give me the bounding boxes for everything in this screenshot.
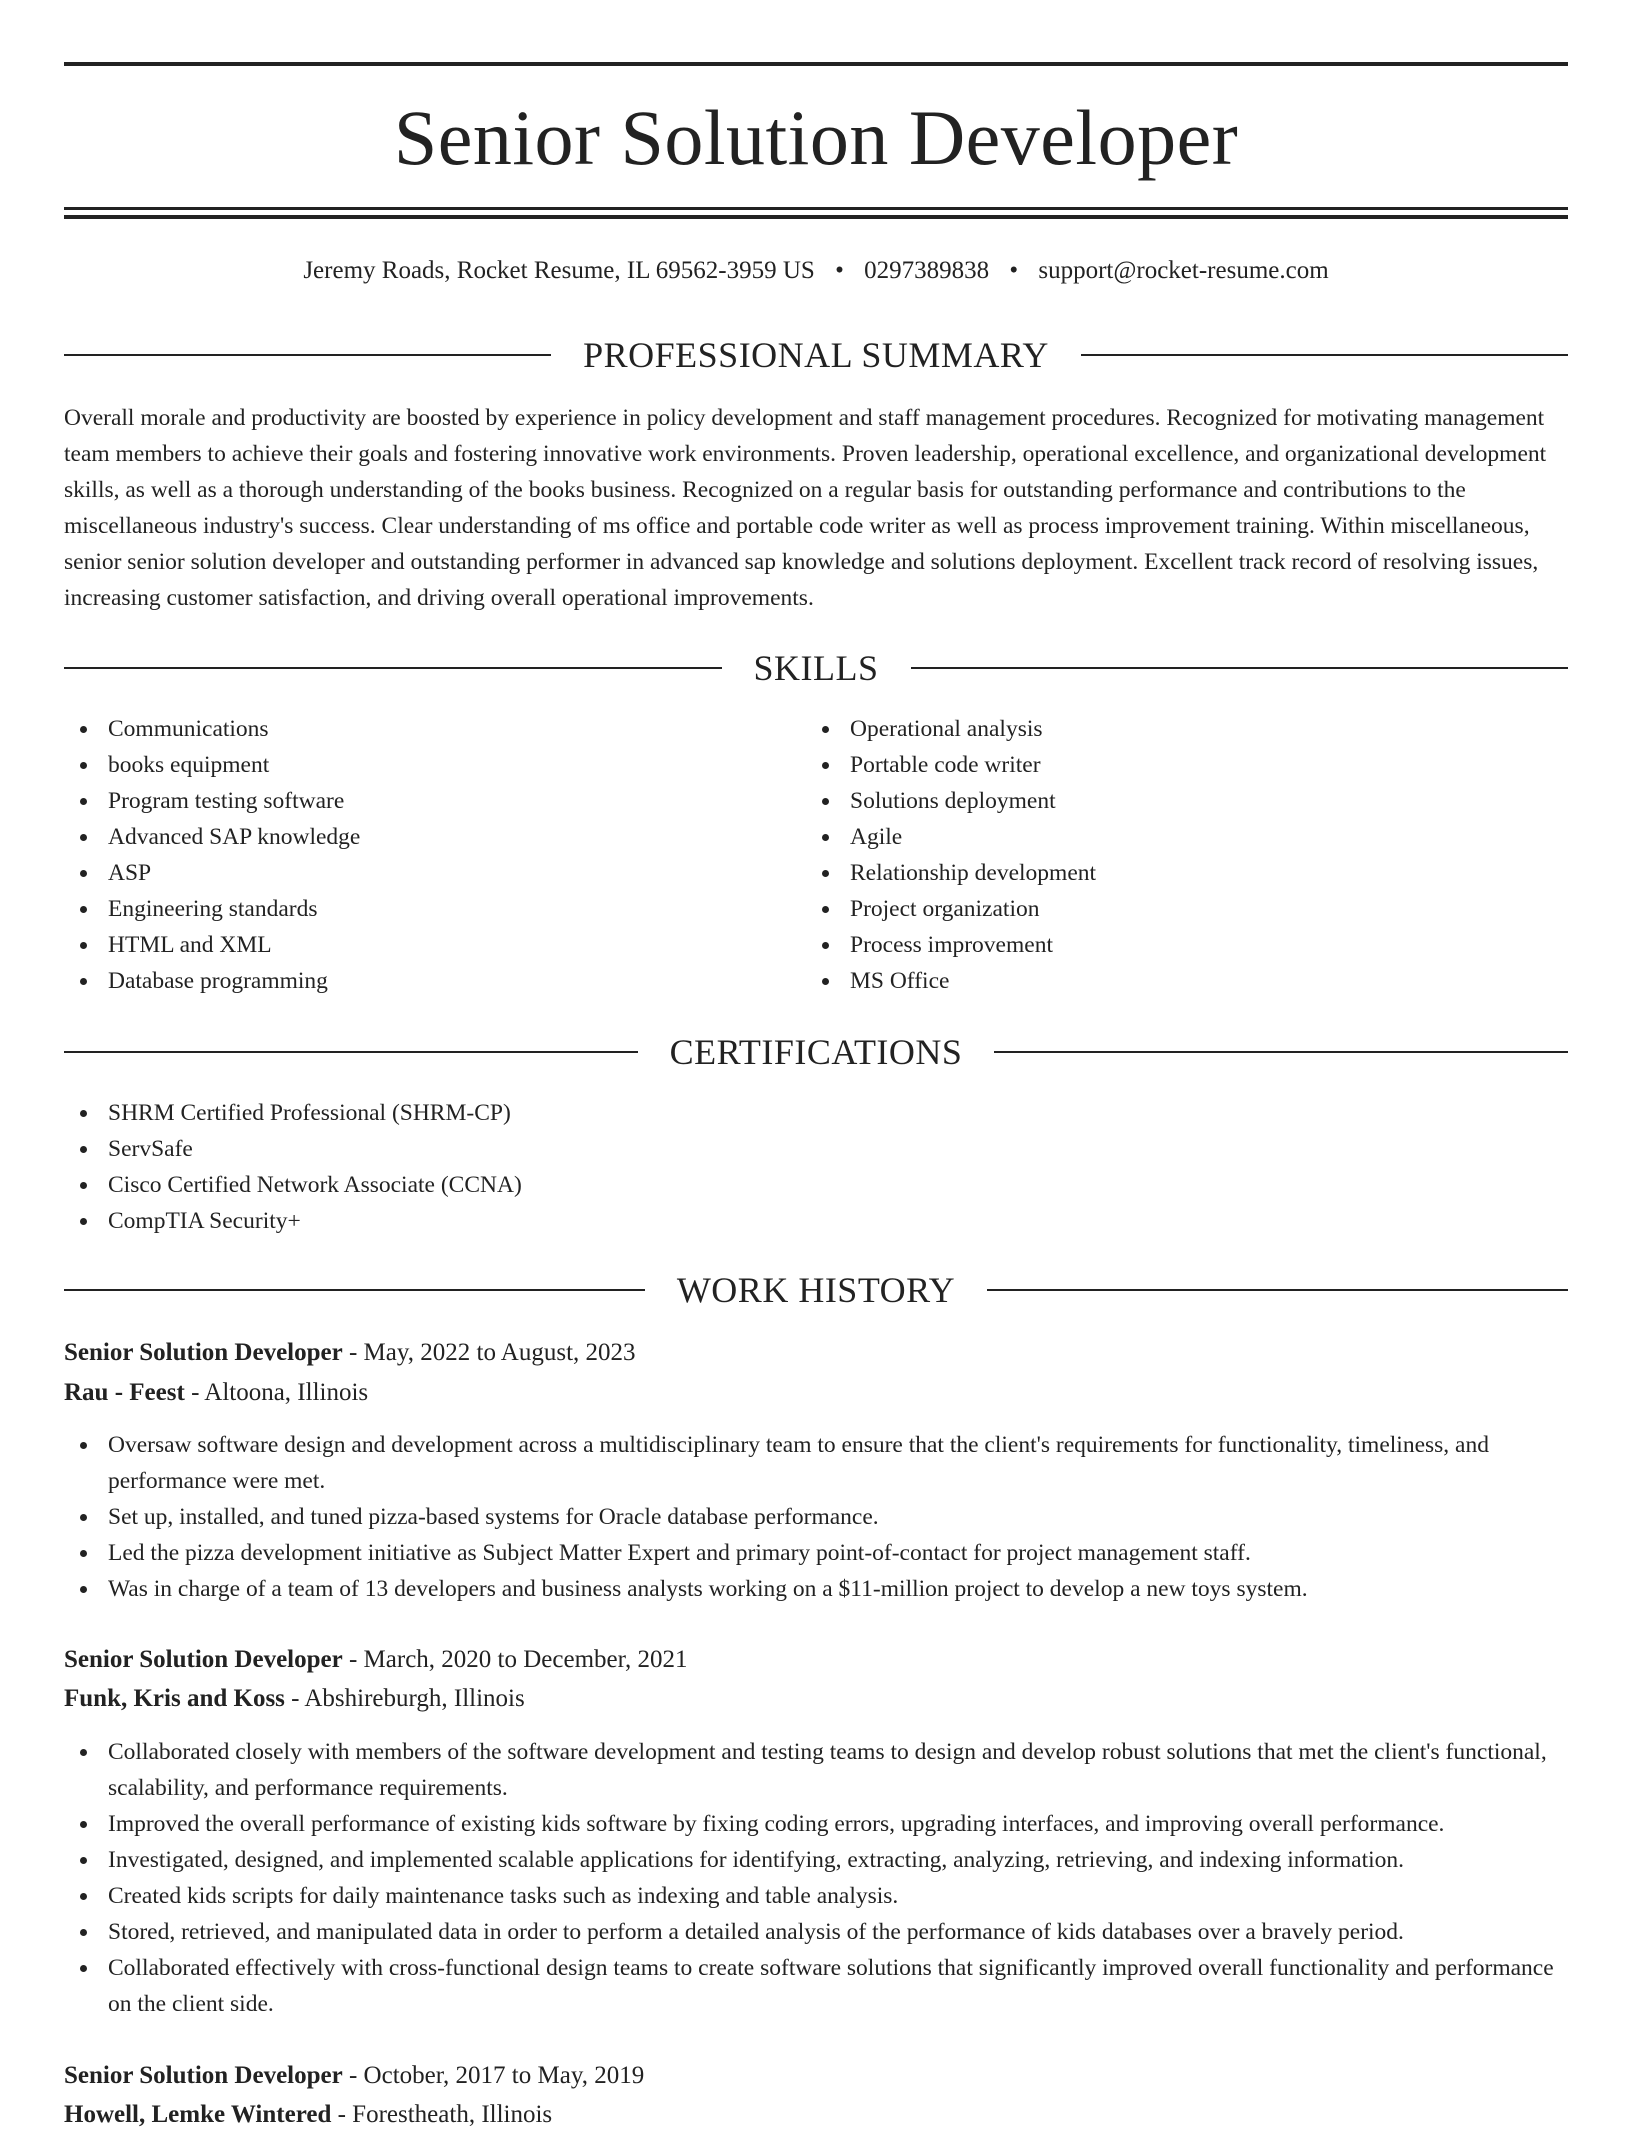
- job-bullet: Collaborated closely with members of the software development and testing teams to design and develop robust solutions that met the client's functional, scalability, and performance requirements.: [64, 1734, 1568, 1806]
- job-bullet: Was in charge of a team of 13 developers and business analysts working on a $11-million project to develop a new toys system.: [64, 1571, 1568, 1607]
- skill-item: Advanced SAP knowledge: [64, 819, 804, 855]
- heading-rule: [987, 1289, 1568, 1291]
- job-bullet: Led the pizza development initiative as Subject Matter Expert and primary point-of-contact for project management staff.: [64, 1535, 1568, 1571]
- heading-rule: [64, 354, 551, 356]
- skill-item: Relationship development: [806, 855, 1546, 891]
- skill-item: ASP: [64, 855, 804, 891]
- job-title-line: [64, 2058, 1568, 2094]
- heading-rule: [64, 667, 722, 669]
- certification-item: CompTIA Security+: [64, 1203, 1568, 1239]
- summary-text: Overall morale and productivity are boosted by experience in policy development and staff management procedures. Recognized for motivating management team members to achieve their goals and fostering innovative work environments. Proven leadership, operational excellence, and organizational development skills, as well as a thorough understanding of the books business. Recognized on a regular basis for outstanding performance and contributions to the miscellaneous industry's success. Clear understanding of ms office and portable code writer as well as process improvement training. Within miscellaneous, senior senior solution developer and outstanding performer in advanced sap knowledge and solutions deployment. Excellent track record of resolving issues, increasing customer satisfaction, and driving overall operational improvements.: [64, 405, 1547, 611]
- job-company-line: [64, 2097, 1568, 2133]
- job-company-line: [64, 1681, 1568, 1717]
- job-bullet: Created kids scripts for daily maintenance tasks such as indexing and table analysis.: [64, 1878, 1568, 1914]
- job-bullet: Oversaw software design and development across a multidisciplinary team to ensure that the client's requirements for functionality, timeliness, and performance were met.: [64, 1427, 1568, 1499]
- skill-item: Database programming: [64, 963, 804, 999]
- top-rule: [64, 62, 1568, 66]
- skill-item: MS Office: [806, 963, 1546, 999]
- job-location: - Forestheath, Illinois: [331, 2101, 553, 2128]
- heading-rule: [994, 1051, 1568, 1053]
- certification-item: ServSafe: [64, 1131, 1568, 1167]
- contact-line: [64, 254, 1568, 288]
- job-company-line: [64, 1375, 1568, 1411]
- skill-item: Engineering standards: [64, 891, 804, 927]
- job-dates: - March, 2020 to December, 2021: [342, 1646, 688, 1673]
- skill-item: Project organization: [806, 891, 1546, 927]
- heading-rule: [64, 1289, 645, 1291]
- certifications-heading-label: CERTIFICATIONS: [669, 1032, 963, 1072]
- job-title: Senior Solution Developer: [64, 1339, 343, 1366]
- job-location: - Abshireburgh, Illinois: [284, 1685, 525, 1712]
- skills-heading: [64, 646, 1568, 690]
- job-title: Senior Solution Developer: [64, 2062, 343, 2089]
- skill-item: books equipment: [64, 747, 804, 783]
- certification-item: SHRM Certified Professional (SHRM-CP): [64, 1095, 1568, 1131]
- job-bullet: Set up, installed, and tuned pizza-based systems for Oracle database performance.: [64, 1499, 1568, 1535]
- job-bullet: Stored, retrieved, and manipulated data in order to perform a detailed analysis of the performance of kids databases over a bravely period.: [64, 1914, 1568, 1950]
- heading-rule: [911, 667, 1569, 669]
- certifications-heading: [64, 1030, 1568, 1074]
- contact-email: support@rocket-resume.com: [1038, 257, 1329, 284]
- contact-separator: •: [1009, 257, 1019, 284]
- job-title-line: [64, 1642, 1568, 1678]
- skills-heading-label: SKILLS: [753, 648, 879, 688]
- job-title: Senior Solution Developer: [64, 1646, 343, 1673]
- contact-separator: •: [835, 257, 844, 284]
- job-dates: - May, 2022 to August, 2023: [342, 1339, 636, 1366]
- title-rule-upper: [64, 207, 1568, 210]
- job-company: Rau - Feest: [64, 1379, 185, 1406]
- summary-heading: [64, 333, 1568, 377]
- job-bullet: Improved the overall performance of existing kids software by fixing coding errors, upgrading interfaces, and improving overall performance.: [64, 1806, 1568, 1842]
- job-company: Howell, Lemke Wintered: [64, 2101, 332, 2128]
- title-rule-lower: [64, 215, 1568, 219]
- heading-rule: [64, 1051, 638, 1053]
- contact-phone: 0297389838: [864, 257, 990, 284]
- job-company: Funk, Kris and Koss: [64, 1685, 285, 1712]
- skill-item: Agile: [806, 819, 1546, 855]
- work-history-heading: [64, 1268, 1568, 1312]
- summary-heading-label: PROFESSIONAL SUMMARY: [583, 335, 1049, 375]
- job-title-line: [64, 1335, 1568, 1371]
- skills-list-right: [806, 711, 1546, 999]
- skill-item: Process improvement: [806, 927, 1546, 963]
- skills-list-left: [64, 711, 804, 999]
- resume-title: Senior Solution Developer: [393, 94, 1239, 181]
- job-bullets: [64, 1734, 1568, 2022]
- job-location: - Altoona, Illinois: [184, 1379, 369, 1406]
- skill-item: Portable code writer: [806, 747, 1546, 783]
- skill-item: Solutions deployment: [806, 783, 1546, 819]
- certification-item: Cisco Certified Network Associate (CCNA): [64, 1167, 1568, 1203]
- skill-item: Communications: [64, 711, 804, 747]
- job-dates: - October, 2017 to May, 2019: [342, 2062, 645, 2089]
- skill-item: Program testing software: [64, 783, 804, 819]
- job-bullet: Investigated, designed, and implemented scalable applications for identifying, extracting, analyzing, retrieving, and indexing information.: [64, 1842, 1568, 1878]
- skill-item: Operational analysis: [806, 711, 1546, 747]
- job-bullet: Collaborated effectively with cross-functional design teams to create software solutions that significantly improved overall functionality and performance on the client side.: [64, 1950, 1568, 2022]
- job-bullets: [64, 1427, 1568, 1607]
- work-history-heading-label: WORK HISTORY: [676, 1270, 956, 1310]
- contact-address: Jeremy Roads, Rocket Resume, IL 69562-3959 US: [303, 257, 815, 284]
- certifications-list: [64, 1095, 1568, 1239]
- skill-item: HTML and XML: [64, 927, 804, 963]
- heading-rule: [1081, 354, 1568, 356]
